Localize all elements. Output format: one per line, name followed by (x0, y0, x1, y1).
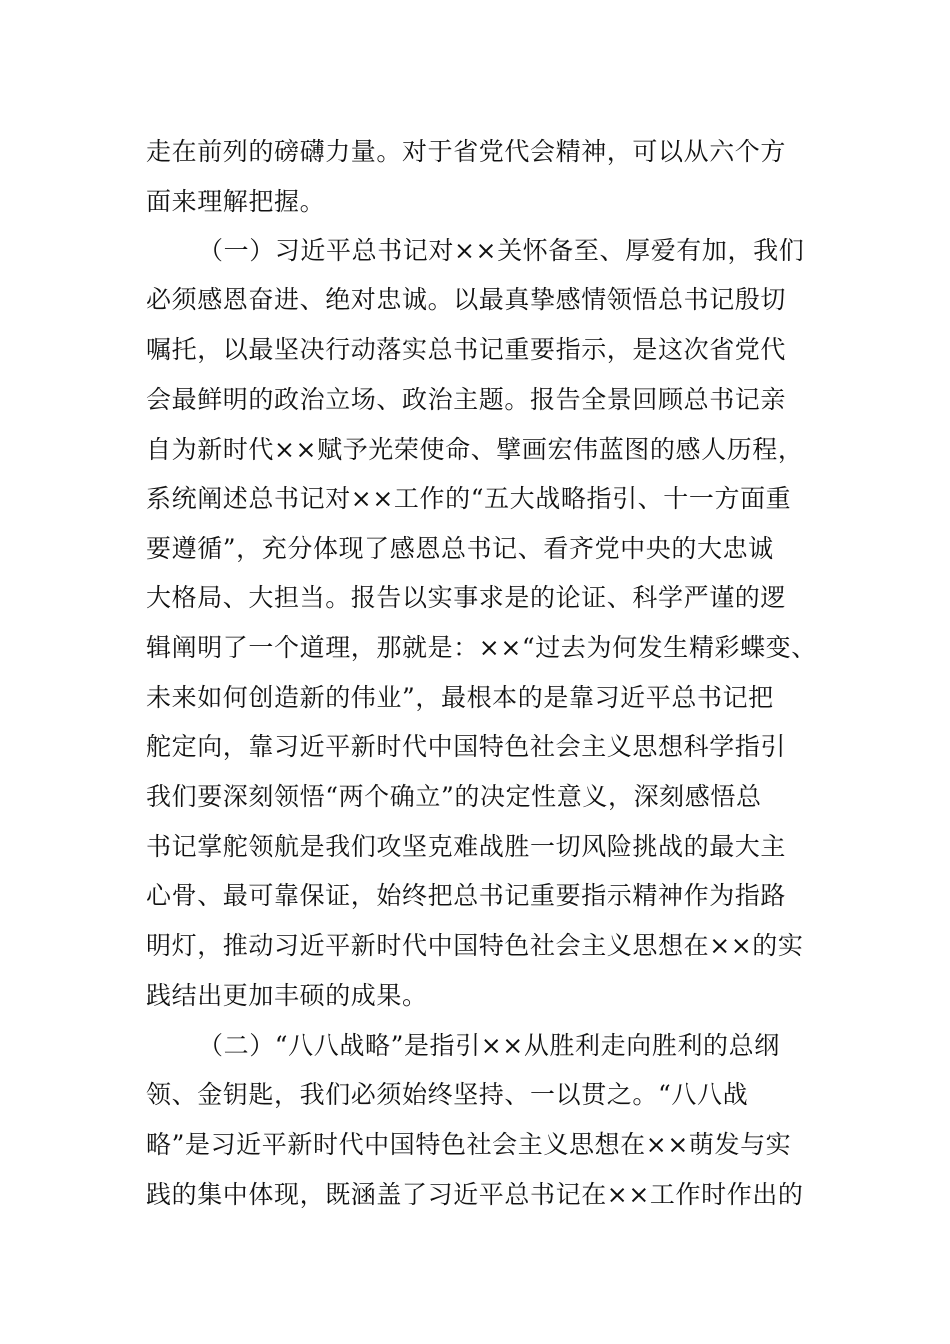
text-line: 系统阐述总书记对××工作的“五大战略指引、十一方面重 (146, 484, 792, 513)
text-line: 必须感恩奋进、绝对忠诚。以最真挚感情领悟总书记殷切 (146, 285, 787, 314)
text-line: 要遵循”，充分体现了感恩总书记、看齐党中央的大忠诚 (146, 534, 774, 563)
text-line: 领、金钥匙，我们必须始终坚持、一以贯之。“八八战 (146, 1080, 749, 1109)
paragraph-one-start: （一）习近平总书记对××关怀备至、厚爱有加，我们 (198, 236, 805, 265)
text-line: 大格局、大担当。报告以实事求是的论证、科学严谨的逻 (146, 583, 787, 612)
text-line: 走在前列的磅礴力量。对于省党代会精神，可以从六个方 (146, 137, 787, 166)
text-line: 辑阐明了一个道理，那就是：××“过去为何发生精彩蝶变、 (146, 633, 817, 662)
text-line: 心骨、最可靠保证，始终把总书记重要指示精神作为指路 (146, 881, 787, 910)
text-line: 我们要深刻领悟“两个确立”的决定性意义，深刻感悟总 (146, 782, 762, 811)
text-line: 舵定向，靠习近平新时代中国特色社会主义思想科学指引 (146, 732, 787, 761)
text-line: 明灯，推动习近平新时代中国特色社会主义思想在××的实 (146, 931, 804, 960)
paragraph-two-start: （二）“八八战略”是指引××从胜利走向胜利的总纲 (198, 1031, 780, 1060)
text-line: 践的集中体现，既涵盖了习近平总书记在××工作时作出的 (146, 1180, 804, 1209)
text-line: 会最鲜明的政治立场、政治主题。报告全景回顾总书记亲 (146, 385, 787, 414)
text-line: 略”是习近平新时代中国特色社会主义思想在××萌发与实 (146, 1130, 792, 1159)
text-line: 嘱托，以最坚决行动落实总书记重要指示，是这次省党代 (146, 335, 787, 364)
text-line: 未来如何创造新的伟业”，最根本的是靠习近平总书记把 (146, 683, 774, 712)
text-line: 书记掌舵领航是我们攻坚克难战胜一切风险挑战的最大主 (146, 832, 787, 861)
text-line: 面来理解把握。 (146, 187, 326, 216)
text-line: 自为新时代××赋予光荣使命、擘画宏伟蓝图的感人历程， (146, 435, 804, 464)
text-line: 践结出更加丰硕的成果。 (146, 981, 428, 1010)
